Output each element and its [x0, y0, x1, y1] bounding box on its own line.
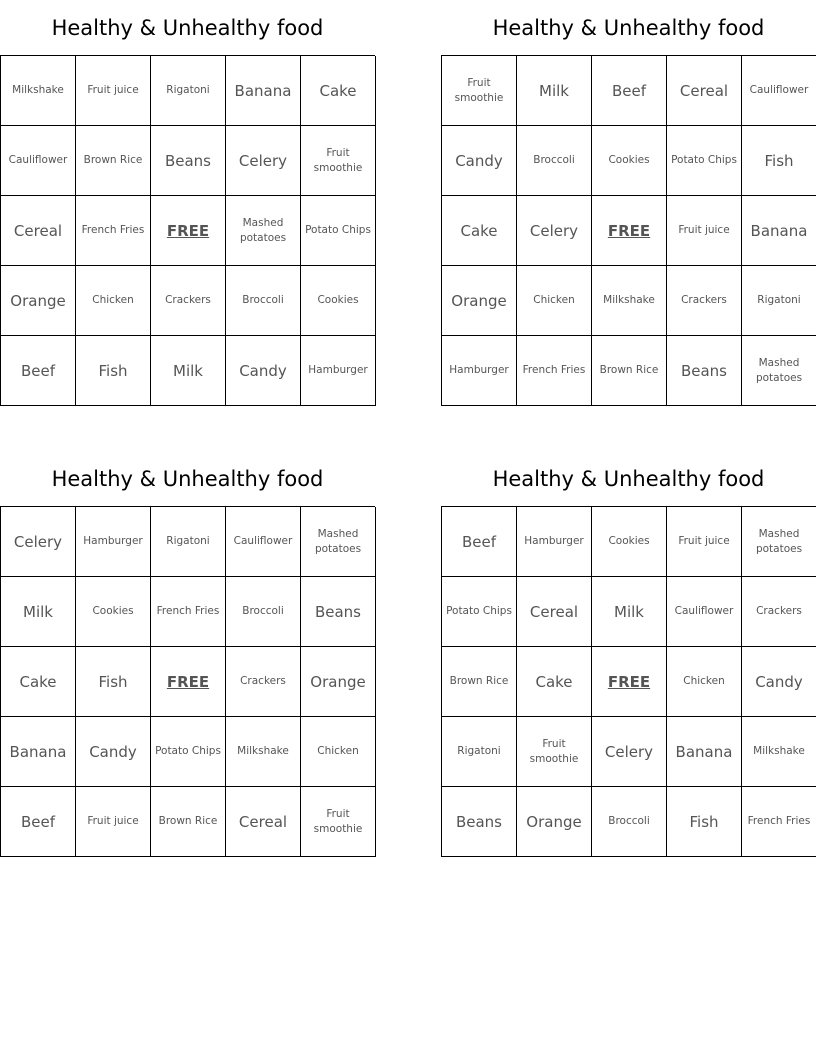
cell-label: Orange — [451, 291, 507, 310]
cell-label: Brown Rice — [599, 364, 659, 376]
bingo-cell — [301, 507, 376, 577]
cell-label: Beans — [314, 602, 362, 621]
cell-label: Brown Rice — [158, 815, 218, 827]
cell-label: Milkshake — [237, 745, 289, 757]
cell-label: FREE — [166, 221, 210, 240]
cell-label: Brown Rice — [83, 154, 143, 166]
cell-label: Cookies — [608, 154, 650, 166]
bingo-cell — [151, 577, 226, 647]
bingo-cell — [742, 266, 816, 336]
bingo-cell — [667, 507, 742, 577]
bingo-cell — [442, 647, 517, 717]
cell-label: Milk — [23, 602, 53, 621]
bingo-cell — [301, 717, 376, 787]
cell-label: Milkshake — [12, 84, 64, 96]
bingo-cell — [1, 196, 76, 266]
free-space-cell — [592, 647, 667, 717]
bingo-cell — [151, 787, 226, 857]
cell-label: Fish — [764, 151, 794, 170]
bingo-cell — [592, 56, 667, 126]
bingo-cell — [76, 787, 151, 857]
bingo-cell — [442, 266, 517, 336]
bingo-cell — [226, 717, 301, 787]
cell-label: Potato Chips — [305, 224, 371, 236]
bingo-grid — [441, 55, 816, 406]
bingo-cell — [1, 56, 76, 126]
bingo-cell — [1, 126, 76, 196]
cell-label: Orange — [526, 812, 582, 831]
cell-label: Cauliflower — [749, 84, 809, 96]
bingo-cell — [592, 336, 667, 406]
cell-label: Milk — [173, 361, 203, 380]
cell-label: Candy — [755, 672, 803, 691]
bingo-cell — [517, 336, 592, 406]
bingo-cell — [442, 577, 517, 647]
bingo-cell — [76, 507, 151, 577]
cell-label: Mashed potatoes — [239, 216, 287, 244]
bingo-cell — [742, 196, 816, 266]
cell-label: Fruit juice — [87, 84, 139, 96]
cell-label: Hamburger — [83, 535, 143, 547]
card-title: Healthy & Unhealthy food — [492, 467, 765, 491]
cell-label: FREE — [607, 221, 651, 240]
bingo-cell — [442, 126, 517, 196]
cell-label: Chicken — [92, 294, 134, 306]
bingo-cell — [76, 577, 151, 647]
cell-label: Cake — [319, 81, 357, 100]
bingo-cell — [592, 787, 667, 857]
cell-label: Crackers — [240, 675, 286, 687]
bingo-cell — [151, 717, 226, 787]
bingo-cell — [301, 266, 376, 336]
bingo-cell — [76, 266, 151, 336]
cell-label: Mashed potatoes — [755, 527, 803, 555]
bingo-cell — [151, 126, 226, 196]
bingo-cell — [226, 56, 301, 126]
cell-label: Fruit juice — [678, 535, 730, 547]
cell-label: Milkshake — [753, 745, 805, 757]
cell-label: Beef — [20, 361, 56, 380]
bingo-cell — [667, 266, 742, 336]
cell-label: Cookies — [317, 294, 359, 306]
bingo-cell — [517, 196, 592, 266]
cell-label: Broccoli — [242, 294, 284, 306]
bingo-cell — [592, 577, 667, 647]
cell-label: Beans — [680, 361, 728, 380]
bingo-cell — [667, 126, 742, 196]
cell-label: Crackers — [756, 605, 802, 617]
cell-label: Cookies — [608, 535, 650, 547]
cell-label: Beef — [611, 81, 647, 100]
cell-label: Fruit smoothie — [313, 807, 363, 835]
bingo-cell — [442, 717, 517, 787]
cell-label: Hamburger — [308, 364, 368, 376]
cell-label: Chicken — [683, 675, 725, 687]
bingo-cell — [517, 787, 592, 857]
bingo-cell — [1, 577, 76, 647]
card-title: Healthy & Unhealthy food — [492, 16, 765, 40]
bingo-cell — [226, 577, 301, 647]
cell-label: Potato Chips — [671, 154, 737, 166]
cell-label: Celery — [529, 221, 579, 240]
bingo-cell — [592, 266, 667, 336]
bingo-cell — [667, 717, 742, 787]
bingo-cell — [742, 787, 816, 857]
bingo-cell — [76, 196, 151, 266]
cell-label: Crackers — [681, 294, 727, 306]
cell-label: Fruit smoothie — [529, 737, 579, 765]
cell-label: Rigatoni — [166, 535, 210, 547]
bingo-cell — [76, 126, 151, 196]
bingo-cell — [667, 787, 742, 857]
bingo-grid — [0, 506, 375, 857]
cell-label: Hamburger — [524, 535, 584, 547]
bingo-cell — [301, 56, 376, 126]
cell-label: Mashed potatoes — [314, 527, 362, 555]
bingo-cell — [442, 787, 517, 857]
card-title: Healthy & Unhealthy food — [51, 16, 324, 40]
cell-label: Banana — [234, 81, 292, 100]
cell-label: French Fries — [81, 224, 145, 236]
cell-label: Fish — [98, 672, 128, 691]
bingo-cell — [742, 577, 816, 647]
bingo-cell — [667, 577, 742, 647]
bingo-cell — [517, 56, 592, 126]
cell-label: Fruit juice — [87, 815, 139, 827]
cell-label: Fruit juice — [678, 224, 730, 236]
bingo-cell — [1, 266, 76, 336]
free-space-cell — [151, 196, 226, 266]
cell-label: Beef — [461, 532, 497, 551]
bingo-cell — [517, 577, 592, 647]
bingo-cell — [1, 507, 76, 577]
bingo-cell — [226, 126, 301, 196]
bingo-card-3 — [0, 451, 375, 857]
cell-label: Cake — [460, 221, 498, 240]
bingo-cell — [442, 56, 517, 126]
free-space-cell — [151, 647, 226, 717]
cell-label: Cauliflower — [674, 605, 734, 617]
bingo-cell — [301, 126, 376, 196]
cell-label: Cauliflower — [233, 535, 293, 547]
bingo-cell — [517, 266, 592, 336]
cell-label: Cauliflower — [8, 154, 68, 166]
bingo-grid — [441, 506, 816, 857]
bingo-cell — [151, 507, 226, 577]
bingo-cell — [301, 647, 376, 717]
bingo-cell — [226, 647, 301, 717]
bingo-card-1 — [0, 0, 375, 406]
bingo-cell — [151, 266, 226, 336]
bingo-cell — [151, 56, 226, 126]
cell-label: Beans — [455, 812, 503, 831]
cell-label: Cereal — [238, 812, 288, 831]
bingo-cell — [442, 196, 517, 266]
bingo-cell — [517, 507, 592, 577]
bingo-cell — [667, 336, 742, 406]
cell-label: Chicken — [533, 294, 575, 306]
cell-label: Cereal — [679, 81, 729, 100]
cell-label: Rigatoni — [757, 294, 801, 306]
cell-label: Milkshake — [603, 294, 655, 306]
cell-label: Candy — [239, 361, 287, 380]
bingo-cell — [592, 126, 667, 196]
cell-label: Milk — [539, 81, 569, 100]
cell-label: Fruit smoothie — [454, 76, 504, 104]
cell-label: Crackers — [165, 294, 211, 306]
cell-label: Celery — [238, 151, 288, 170]
bingo-cell — [226, 266, 301, 336]
bingo-card-2 — [441, 0, 816, 406]
bingo-cell — [301, 196, 376, 266]
cell-label: Celery — [13, 532, 63, 551]
bingo-cell — [301, 787, 376, 857]
cell-label: Celery — [604, 742, 654, 761]
bingo-cell — [517, 717, 592, 787]
cell-label: Potato Chips — [155, 745, 221, 757]
bingo-cell — [517, 647, 592, 717]
cell-label: Banana — [750, 221, 808, 240]
cell-label: Candy — [455, 151, 503, 170]
bingo-grid — [0, 55, 375, 406]
free-space-cell — [592, 196, 667, 266]
bingo-cell — [517, 126, 592, 196]
cell-label: Broccoli — [608, 815, 650, 827]
cell-label: Broccoli — [242, 605, 284, 617]
cell-label: FREE — [607, 672, 651, 691]
bingo-cell — [442, 336, 517, 406]
cell-label: Beans — [164, 151, 212, 170]
cell-label: Fish — [98, 361, 128, 380]
bingo-cell — [76, 56, 151, 126]
bingo-cell — [742, 647, 816, 717]
cell-label: Potato Chips — [446, 605, 512, 617]
cell-label: Banana — [675, 742, 733, 761]
cell-label: Chicken — [317, 745, 359, 757]
cell-label: Cookies — [92, 605, 134, 617]
bingo-cell — [226, 507, 301, 577]
bingo-cell — [742, 56, 816, 126]
cell-label: Broccoli — [533, 154, 575, 166]
bingo-cell — [301, 577, 376, 647]
cell-label: Orange — [310, 672, 366, 691]
bingo-cell — [226, 787, 301, 857]
bingo-cell — [742, 507, 816, 577]
bingo-cell — [151, 336, 226, 406]
bingo-cell — [592, 507, 667, 577]
bingo-cell — [1, 717, 76, 787]
bingo-cell — [226, 336, 301, 406]
cell-label: FREE — [166, 672, 210, 691]
bingo-cell — [667, 56, 742, 126]
cell-label: Candy — [89, 742, 137, 761]
cell-label: Milk — [614, 602, 644, 621]
cell-label: Hamburger — [449, 364, 509, 376]
cell-label: Fruit smoothie — [313, 146, 363, 174]
cell-label: Cereal — [13, 221, 63, 240]
bingo-card-4 — [441, 451, 816, 857]
bingo-cell — [76, 647, 151, 717]
cell-label: Rigatoni — [166, 84, 210, 96]
cell-label: Orange — [10, 291, 66, 310]
bingo-cell — [742, 126, 816, 196]
cell-label: Brown Rice — [449, 675, 509, 687]
bingo-cell — [667, 196, 742, 266]
cell-label: French Fries — [156, 605, 220, 617]
cell-label: French Fries — [522, 364, 586, 376]
cell-label: Cereal — [529, 602, 579, 621]
bingo-cell — [76, 717, 151, 787]
bingo-cell — [592, 717, 667, 787]
cell-label: French Fries — [747, 815, 811, 827]
bingo-cell — [742, 717, 816, 787]
bingo-cell — [1, 336, 76, 406]
card-title: Healthy & Unhealthy food — [51, 467, 324, 491]
cell-label: Banana — [9, 742, 67, 761]
bingo-cell — [226, 196, 301, 266]
bingo-cell — [667, 647, 742, 717]
cell-label: Fish — [689, 812, 719, 831]
bingo-cell — [301, 336, 376, 406]
bingo-cell — [742, 336, 816, 406]
cell-label: Beef — [20, 812, 56, 831]
bingo-cell — [1, 647, 76, 717]
bingo-cell — [76, 336, 151, 406]
cell-label: Rigatoni — [457, 745, 501, 757]
cell-label: Cake — [535, 672, 573, 691]
cell-label: Mashed potatoes — [755, 356, 803, 384]
bingo-cell — [442, 507, 517, 577]
cell-label: Cake — [19, 672, 57, 691]
bingo-cell — [1, 787, 76, 857]
